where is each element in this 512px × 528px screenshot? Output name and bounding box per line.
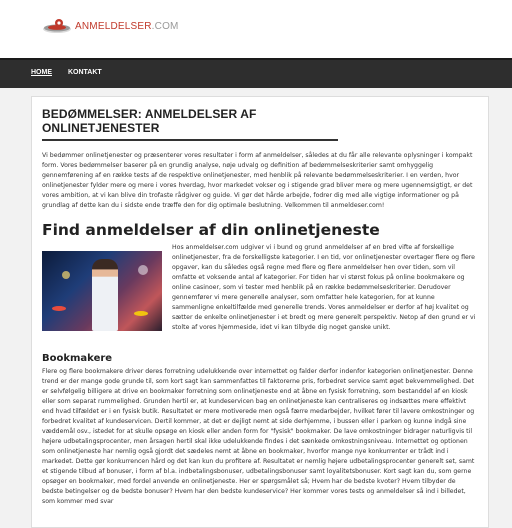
nav-item-kontakt[interactable]: KONTAKT [68,69,102,76]
woman-figure [92,259,118,331]
casino-woman-image [42,251,162,331]
bookmakere-heading: Bookmakere [42,353,113,364]
casino-chip [52,306,66,311]
bookmakere-paragraph: Flere og flere bookmakere driver deres forretning udelukkende over internettet og falder derfor indenfor kategorien onlinetjenester. Denne trend er der mange gode grunde til, som kort sagt kan sammenfattes til faktorerne pris, forbedret service samt øget bekvemmelighed. Det er selvfølgelig billigere at drive en bookmaker forretning som onlinetjeneste end at åbne en fysisk forretning, som bestanddel af en kiosk eller som separat rummelighed. Grunden hertil er, at kundeservicen bag en onlinetjeneste kan centraliseres og indsættes mere effektivt end hvad tilfældet er i en fysisk butik. Resultatet er mere motiverede men også færre medarbejder, hvilket fører til lavere omkostninger og forbedret kvalitet af kundeservicen. Dertil kommer, at det er dejligt nemt at side derhjemme, i bussen eller i parken og kunne indgå sine væddemål osv., istedet for at skulle opsøge en kiosk eller anden form for "fysisk" bookmaker. De lave omkostninger bidrager naturligvis til højere udbetalingsprocenter, men årsagen hertil skal ikke udelukkende findes i det sænkede omkostningsniveau. Internettet og optionen som onlinetjeneste har nemlig også gjordt det sædeles nemt at åbne en bookmaker, hvorfor mange nye konkurrenter er trådt ind i markedet. Dette gør konkurrencen hård og det kan kun du profitere af. Resultatet er nemlig højere udbetalingsprocenter generelt set, samt et stigende tilbud af bonuser, i form af bl.a. indbetalingsbonuser, udbetalingsbonuser samt loyalitetsbonuser. Kort sagt kan du, som gerne opsøger en bookmaker, med fordel anvende en onlinetjeneste. Her er spørgsmålet så; Hvem har de bedste kvoter? Hvem tilbyder de bedste betingelser og de bedste bonuser? Hvem har den bedste kundeservice? Her kommer vores tests og anmeldelser så ind i billedet, som kommer med svar [42,368,475,505]
nav-item-home[interactable]: HOME [31,69,52,76]
site-logo[interactable] [42,16,179,36]
main-content [31,96,489,528]
intro-section [42,107,478,211]
casino-light [138,265,148,275]
page-title: BEDØMMELSER: ANMELDELSER AF ONLINETJENESTER [42,107,338,141]
find-reviews-paragraph: Hos anmeldelser.com udgiver vi i bund og grund anmeldelser af en bred vifte af forskellige onlinetjenester, fra de forskelligste kategorier. I en tid, vor onlinetjenester overtager flere og flere opgaver, kan du således også regne med flere og flere anmeldelser hen over tiden, som vil omfatte et voksende antal af kategorier. For tiden har vi størst fokus på online bookmakere og online casinoer, som vi tester med henblik på en række bedømmelseskriterier. Derudover gennemfører vi mere generelle analyser, som omfatter hele kategorien, for at kunne sammenligne enkeltilfælde med generelle trends. Vores anmeldelser er derfor af høj kvalitet og sætter de enkelte onlinetjenester i et bredt og mere generelt perspektiv. Netop af den grund er vi stolte af vores hjemmeside, idet vi kan tilbyde dig noget ganske unikt. [172,244,476,331]
casino-light [62,271,70,279]
find-reviews-heading: Find anmeldelser af din onlinetjeneste [42,221,380,239]
logo-tld: .COM [151,20,179,32]
main-navigation [0,58,512,88]
logo-name: ANMELDELSER [75,20,152,32]
roulette-wheel-icon [42,17,72,35]
intro-paragraph: Vi bedømmer onlinetjenester og præsenterer vores resultater i form af anmeldelser, således at du får alle relevante oplysninger i kompakt form. Vores bedømmelser baserer på en grundig analyse, nøje udvalg og definition af bedømmelseskriterier samt omhyggelig gennemførening af en række tests af de respektive onlinetjenester, med henblik på relevante bedømmelseskriterier. I en verden, hvor onlinetjenester fylder mere og mere i vores hverdag, hvor markedet vokser og i stigende grad bliver mere og mere ugennemsigtigt, er det vores ambition, at vi kan blive din trofaste rådgiver og guide. Vi gør det hårde arbejde, fodrer dig med alle vigtige informationer og på grundlag af dette kan du i sidste ende træffe den for dig optimale beslutning. Velkommen til anmeldeser.com! [42,152,473,209]
logo-text [75,21,179,32]
site-header [0,0,512,58]
casino-chip [134,311,148,316]
